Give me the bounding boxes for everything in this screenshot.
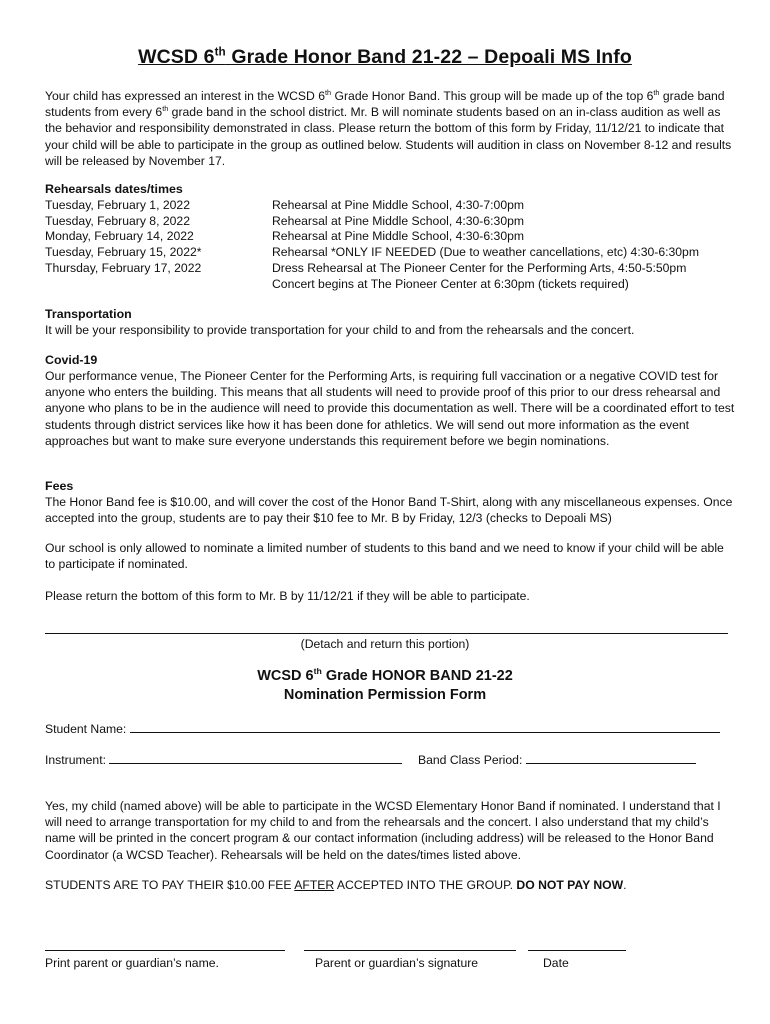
detach-note: (Detach and return this portion) xyxy=(300,637,470,651)
print-name-line[interactable] xyxy=(45,950,285,951)
return-instructions: Please return the bottom of this form to Mr. B by 11/12/21 if they will be able to participate. xyxy=(45,589,530,603)
rehearsal-date: Monday, February 14, 2022 xyxy=(45,229,194,243)
date-label: Date xyxy=(543,956,569,970)
rehearsal-date: Tuesday, February 15, 2022* xyxy=(45,245,202,259)
intro-paragraph: Your child has expressed an interest in the WCSD 6th Grade Honor Band. This group will be made up of the top 6th grade band students from every 6th grade band in the school district. Mr. B will nominate students based on an in-class audition as well as the behavior and responsibility demonstrated in class. Please return the bottom of this form by Friday, 11/12/21 to indicate that your child will be able to participate in the group as outlined below. Students will audition in class on November 8-12 and results will be released by November 17. xyxy=(45,87,732,168)
student-name-field[interactable] xyxy=(45,721,720,736)
instrument-field[interactable] xyxy=(45,752,402,767)
signature-line[interactable] xyxy=(304,950,516,951)
payment-notice: STUDENTS ARE TO PAY THEIR $10.00 FEE AFTER ACCEPTED INTO THE GROUP. DO NOT PAY NOW. xyxy=(45,878,627,892)
student-name-blank[interactable] xyxy=(130,721,720,733)
fees-heading: Fees xyxy=(45,479,74,493)
rehearsal-date: Thursday, February 17, 2022 xyxy=(45,261,202,275)
print-name-label: Print parent or guardian’s name. xyxy=(45,956,219,970)
form-title: WCSD 6th Grade HONOR BAND 21-22 xyxy=(257,666,513,684)
transportation-heading: Transportation xyxy=(45,307,132,321)
fees-text: The Honor Band fee is $10.00, and will cover the cost of the Honor Band T-Shirt, along with any miscellaneous expenses. Once accepted into the group, students are to pay their $10 fee to Mr. B by Friday, 12/3 (checks to Depoali MS) xyxy=(45,495,733,526)
rehearsal-description: Rehearsal at Pine Middle School, 4:30-6:30pm xyxy=(272,214,525,228)
rehearsals-heading: Rehearsals dates/times xyxy=(45,182,183,196)
band-class-period-label: Band Class Period: xyxy=(418,753,523,767)
date-line[interactable] xyxy=(528,950,626,951)
band-class-period-blank[interactable] xyxy=(526,752,696,764)
limited-nomination-text: Our school is only allowed to nominate a limited number of students to this band and we need to know if your child will be able to participate if nominated. xyxy=(45,541,724,572)
band-class-period-field[interactable] xyxy=(418,752,696,767)
rehearsal-description: Rehearsal *ONLY IF NEEDED (Due to weather cancellations, etc) 4:30-6:30pm xyxy=(272,245,699,259)
instrument-label: Instrument: xyxy=(45,753,106,767)
student-name-label: Student Name: xyxy=(45,722,127,736)
rehearsal-date: Tuesday, February 1, 2022 xyxy=(45,198,190,212)
signature-label: Parent or guardian’s signature xyxy=(315,956,479,970)
rehearsal-description: Rehearsal at Pine Middle School, 4:30-6:30pm xyxy=(272,229,525,243)
detach-line xyxy=(45,633,728,634)
rehearsal-description: Rehearsal at Pine Middle School, 4:30-7:00pm xyxy=(272,198,525,212)
concert-description: Concert begins at The Pioneer Center at 6:30pm (tickets required) xyxy=(272,277,629,291)
covid-text: Our performance venue, The Pioneer Center for the Performing Arts, is requiring full vaccination or a negative COVID test for anyone who enters the building. This means that all students will need to provide proof of this prior to our dress rehearsal and anyone who plans to be in the audience will need to provide this documentation as well. There will be a coordinated effort to test students through district services like how it has been done for athletics. We will send out more information as the event approaches but want to make sure everyone understands this requirement before we begin nominations. xyxy=(45,369,735,448)
covid-heading: Covid-19 xyxy=(45,353,98,367)
form-subtitle: Nomination Permission Form xyxy=(283,687,487,703)
transportation-text: It will be your responsibility to provide transportation for your child to and from the rehearsals and the concert. xyxy=(45,323,635,337)
page-title: WCSD 6th Grade Honor Band 21-22 – Depoali MS Info xyxy=(138,45,632,68)
consent-text: Yes, my child (named above) will be able to participate in the WCSD Elementary Honor Band if nominated. I understand that I will need to arrange transportation for my child to and from the rehearsals and the concert. I also understand that my child’s name will be printed in the concert program & our contact information (including address) will be released to the Honor Band Coordinator (a WCSD Teacher). Rehearsals will be held on the dates/times listed above. xyxy=(45,799,721,862)
rehearsal-date: Tuesday, February 8, 2022 xyxy=(45,214,190,228)
instrument-blank[interactable] xyxy=(109,752,402,764)
rehearsal-description: Dress Rehearsal at The Pioneer Center for the Performing Arts, 4:50-5:50pm xyxy=(272,261,687,275)
